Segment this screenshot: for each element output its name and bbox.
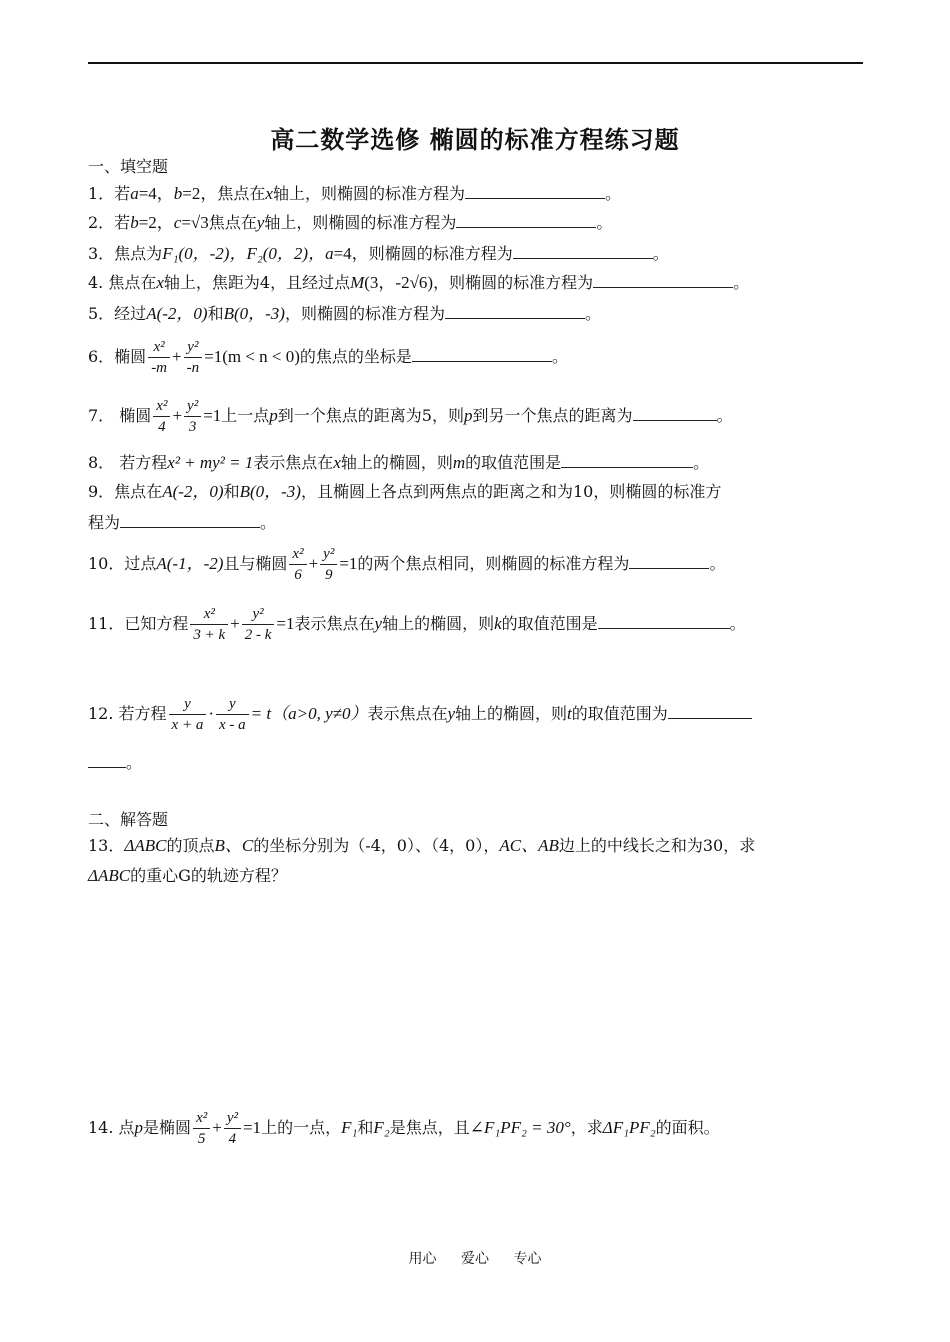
header-rule bbox=[88, 62, 863, 64]
answer-blank[interactable] bbox=[561, 453, 693, 468]
answer-blank[interactable] bbox=[120, 513, 260, 528]
section-fill-in: 一、填空题 bbox=[88, 157, 169, 176]
fraction: $\frac{y}{x - a}$ bbox=[216, 694, 249, 735]
fraction: $\frac{\text{x²}}{3 + k}$ bbox=[190, 604, 228, 645]
answer-blank[interactable] bbox=[629, 554, 709, 569]
page-title: 高二数学选修 椭圆的标准方程练习题 bbox=[270, 126, 680, 154]
fraction: $\frac{\text{x²}}{4}$ bbox=[153, 396, 170, 437]
question-1: 1．若a=4，b=2，焦点在x轴上，则椭圆的标准方程为 。 bbox=[88, 184, 621, 203]
question-12-line2: 。 bbox=[88, 752, 142, 774]
fraction: $\frac{\text{x²}}{6}$ bbox=[289, 544, 306, 585]
question-10: 10．过点A(-1，-2)且与椭圆 $\frac{\text{x²}}{6}$ + $\frac{\text{y²}}{9}$ =1的两个焦点相同，则椭圆的标准方程为 。 bbox=[88, 546, 726, 583]
page-footer: 用心 爱心 专心 bbox=[408, 1251, 542, 1267]
question-5: 5．经过A(-2，0)和B(0，-3)，则椭圆的标准方程为 。 bbox=[88, 304, 601, 323]
fraction: $\frac{\text{y²}}{2 - k}$ bbox=[242, 604, 275, 645]
question-3: 3．焦点为F₁(0，-2)，F₂(0，2)，a=4，则椭圆的标准方程为 。 bbox=[88, 244, 669, 263]
question-8: 8． 若方程x² + my² = 1表示焦点在x轴上的椭圆，则m的取值范围是 。 bbox=[88, 453, 710, 472]
answer-blank[interactable] bbox=[456, 213, 596, 228]
question-4: 4. 焦点在x轴上，焦距为4，且经过点M(3，-2√6)，则椭圆的标准方程为 。 bbox=[88, 273, 750, 292]
question-13-line2: ΔABC的重心G的轨迹方程？ bbox=[88, 866, 287, 885]
answer-blank[interactable] bbox=[88, 753, 126, 768]
question-9: 9．焦点在A(-2，0)和B(0，-3)，且椭圆上各点到两焦点的距离之和为10，则椭圆的标准方 bbox=[88, 482, 722, 501]
question-13: 13．ΔABC的顶点B、C的坐标分别为（-4，0）、（4，0），AC、AB边上的中线长之和为30，求 bbox=[88, 836, 756, 855]
question-6: 6．椭圆 $\frac{\text{x²}}{-m}$ + $\frac{\text{y²}}{-n}$ =1(m < n < 0)的焦点的坐标是 。 bbox=[88, 339, 568, 376]
question-12: 12. 若方程 $\frac{y}{x + a}$ · $\frac{y}{x - a}$ = t（a>0, y≠0）表示焦点在y轴上的椭圆，则t的取值范围为 bbox=[88, 694, 752, 735]
question-7: 7． 椭圆 $\frac{\text{x²}}{4}$ + $\frac{\text{y²}}{3}$ =1上一点p到一个焦点的距离为5，则p到另一个焦点的距离为 。 bbox=[88, 398, 733, 435]
fraction: $\frac{\text{y²}}{3}$ bbox=[184, 396, 201, 437]
answer-blank[interactable] bbox=[465, 184, 605, 199]
answer-blank[interactable] bbox=[633, 406, 717, 421]
fraction: $\frac{\text{y²}}{9}$ bbox=[320, 544, 337, 585]
fraction: $\frac{y}{x + a}$ bbox=[169, 694, 207, 735]
question-11: 11．已知方程 $\frac{\text{x²}}{3 + k}$ + $\frac{\text{y²}}{2 - k}$ =1表示焦点在y轴上的椭圆，则k的取值范围是 。 bbox=[88, 606, 746, 643]
answer-blank[interactable] bbox=[513, 244, 653, 259]
answer-blank[interactable] bbox=[412, 347, 552, 362]
question-9-line2: 程为 。 bbox=[88, 513, 277, 532]
fraction: $\frac{\text{y²}}{-n}$ bbox=[184, 337, 203, 378]
section-solve: 二、解答题 bbox=[88, 810, 169, 829]
question-14: 14. 点p是椭圆 $\frac{\text{x²}}{5}$ + $\frac{\text{y²}}{4}$ =1上的一点，F₁和F₂是焦点，且∠F₁PF₂ = 30°，求ΔF₁PF₂的面积。 bbox=[88, 1110, 720, 1147]
fraction: $\frac{\text{x²}}{-m}$ bbox=[148, 337, 170, 378]
fraction: $\frac{\text{x²}}{5}$ bbox=[193, 1108, 210, 1149]
fraction: $\frac{\text{y²}}{4}$ bbox=[224, 1108, 241, 1149]
question-2: 2．若b=2，c=√3焦点在y轴上，则椭圆的标准方程为 。 bbox=[88, 213, 613, 232]
answer-blank[interactable] bbox=[445, 304, 585, 319]
answer-blank[interactable] bbox=[593, 273, 733, 288]
answer-blank[interactable] bbox=[668, 704, 752, 719]
answer-blank[interactable] bbox=[598, 614, 730, 629]
